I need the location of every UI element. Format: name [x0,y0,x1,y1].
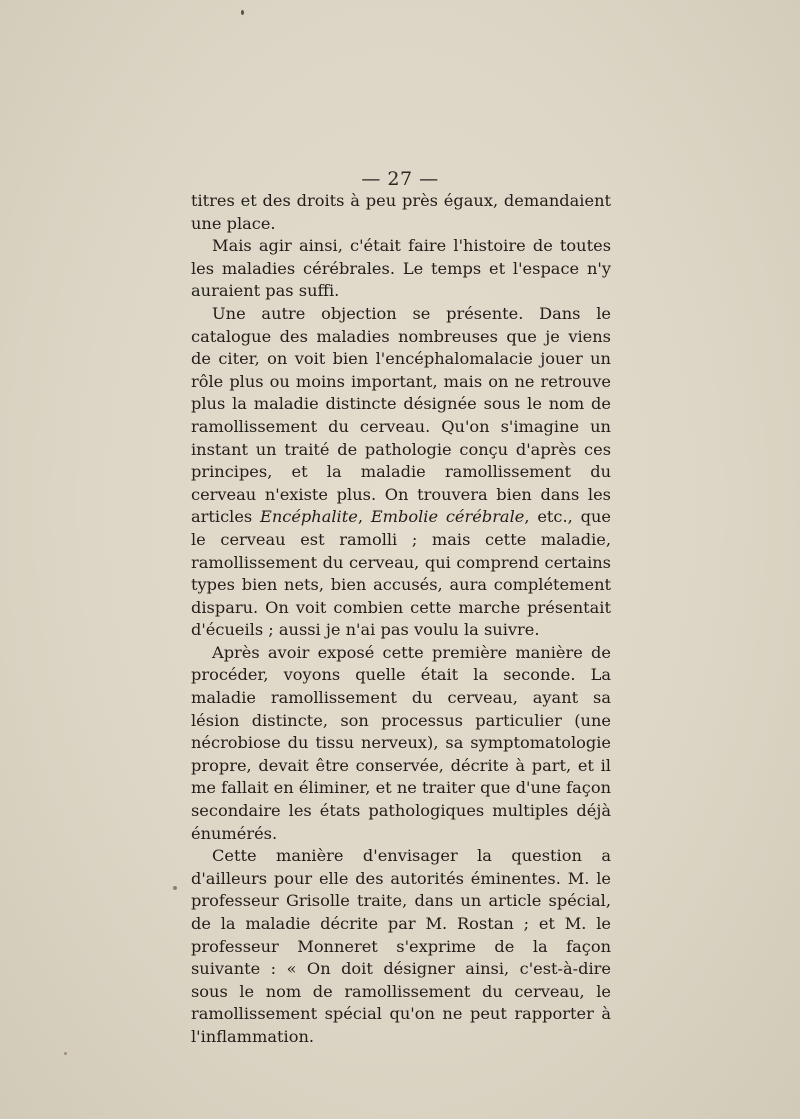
paragraph-5: Cette manière d'envisager la question a d'ailleurs pour elle des autorités éminentes. M. le professeur Grisolle traite, dans un article spécial, de la maladie décrite par M. Rostan ; et M. le professeur Monneret s'exprime de la façon suivante : « On doit désigner ainsi, c'est-à-dire sous le nom de ramollissement du cerveau, le ramollissement spécial qu'on ne peut rapporter à l'inflammation. [191,846,611,1046]
paragraph-3-separator: , [357,507,371,527]
paragraph-1: titres et des droits à peu près égaux, demandaient une place. [191,191,611,233]
paragraph-4: Après avoir exposé cette première manière de procéder, voyons quelle était la seconde. La maladie ramollissement du cerveau, ayant sa lésion distincte, son processus particulier (une nécrobiose du tissu nerveux), sa symptomatologie propre, devait être conservée, décrite à part, et il me fallait en éliminer, et ne traiter que d'une façon secondaire les états pathologiques multiples déjà énumérés. [191,642,611,843]
paragraph-3 [191,303,611,642]
italic-term-embolie: Embolie cérébrale [370,507,525,527]
italic-term-encephalite: Encéphalite [260,507,358,527]
paper-speck [64,1052,67,1055]
paragraph-2: Mais agir ainsi, c'était faire l'histoire de toutes les maladies cérébrales. Le temps et l'espace n'y auraient pas suffi. [191,236,611,301]
page-number: — 27 — [361,168,439,190]
margin-dot [173,886,177,890]
paragraph-3-text-end: , etc., que le cerveau est ramolli ; mais cette maladie, ramollissement du cerveau, qui comprend certains types bien nets, bien accusés, aura complétement disparu. On voit combien cette marche présentait d'écueils ; aussi je n'ai pas voulu la suivre. [191,507,611,640]
ink-speck [241,10,244,15]
body-text [191,190,611,1049]
paragraph-3-text-start: Une autre objection se présente. Dans le catalogue des maladies nombreuses que je viens de citer, on voit bien l'encéphalomalacie jouer un rôle plus ou moins important, mais on ne retrouve plus la maladie distincte désignée sous le nom de ramollissement du cerveau. Qu'on s'imagine un instant un traité de pathologie conçu d'après ces principes, et la maladie ramollissement du cerveau n'existe plus. On trouvera bien dans les articles [191,303,611,527]
